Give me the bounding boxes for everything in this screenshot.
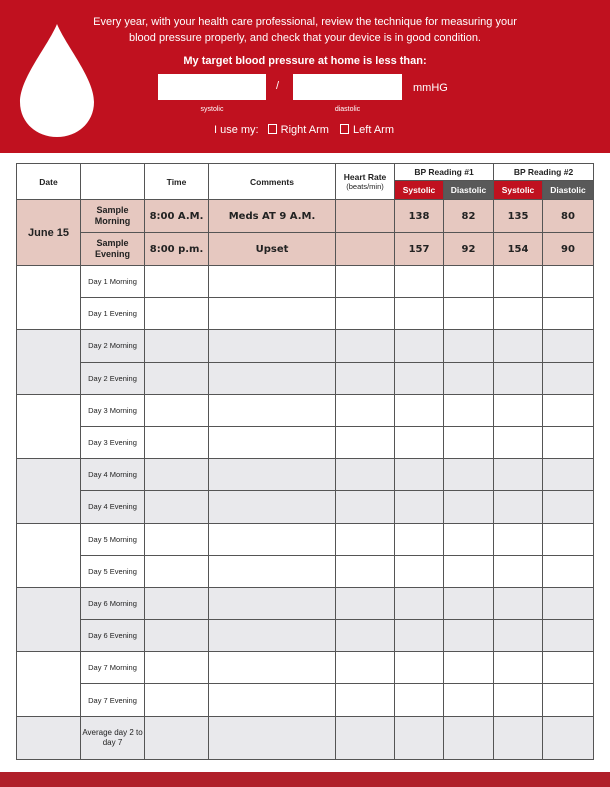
day-1-evening-bp2-systolic-cell[interactable] xyxy=(494,298,543,330)
day-5-morning-row xyxy=(17,523,594,555)
sample-morning-comment: Meds AT 9 A.M. xyxy=(209,200,336,233)
day-7-evening-time-cell[interactable] xyxy=(145,684,209,716)
day-2-evening-time-cell[interactable] xyxy=(145,362,209,394)
day-6-date-cell[interactable] xyxy=(17,587,81,651)
right-arm-label: Right Arm xyxy=(280,124,329,136)
day-3-evening-heart-rate-cell[interactable] xyxy=(336,426,395,458)
bp-reading-2-header: BP Reading #2 xyxy=(494,164,594,181)
day-6-evening-comment-cell[interactable] xyxy=(209,620,336,652)
day-5-morning-bp1-diastolic-cell[interactable] xyxy=(444,523,494,555)
sample-morning-hr xyxy=(336,200,395,233)
day-3-morning-row xyxy=(17,394,594,426)
unit-label: mmHG xyxy=(413,82,448,94)
day-7-morning-time-cell[interactable] xyxy=(145,652,209,684)
average-comment-cell[interactable] xyxy=(209,716,336,759)
day-7-morning-bp1-systolic-cell[interactable] xyxy=(395,652,444,684)
day-3-evening-bp2-diastolic-cell[interactable] xyxy=(543,426,594,458)
day-5-morning-bp2-systolic-cell[interactable] xyxy=(494,523,543,555)
day-4-evening-bp1-diastolic-cell[interactable] xyxy=(444,491,494,523)
day-5-morning-comment-cell[interactable] xyxy=(209,523,336,555)
day-7-morning-row xyxy=(17,652,594,684)
day-3-morning-comment-cell[interactable] xyxy=(209,394,336,426)
day-5-morning-bp1-systolic-cell[interactable] xyxy=(395,523,444,555)
sample-morning-row xyxy=(17,200,594,233)
average-time-cell[interactable] xyxy=(145,716,209,759)
day-4-morning-comment-cell[interactable] xyxy=(209,459,336,491)
sample-evening-hr xyxy=(336,233,395,266)
day-7-morning-heart-rate-cell[interactable] xyxy=(336,652,395,684)
intro-line-1: Every year, with your health care professional, review the technique for measuring your xyxy=(93,16,517,28)
day-1-morning-bp1-diastolic-cell[interactable] xyxy=(444,266,494,298)
day-1-evening-heart-rate-cell[interactable] xyxy=(336,298,395,330)
day-2-evening-bp2-diastolic-cell[interactable] xyxy=(543,362,594,394)
day-6-morning-comment-cell[interactable] xyxy=(209,587,336,619)
heart-rate-column-header xyxy=(336,164,395,200)
label-column-header xyxy=(81,164,145,200)
day-7-evening-bp2-diastolic-cell[interactable] xyxy=(543,684,594,716)
day-5-evening-bp1-diastolic-cell[interactable] xyxy=(444,555,494,587)
day-6-morning-time-cell[interactable] xyxy=(145,587,209,619)
day-3-morning-label: Day 3 Morning xyxy=(81,394,145,426)
day-6-morning-bp1-diastolic-cell[interactable] xyxy=(444,587,494,619)
day-5-date-cell[interactable] xyxy=(17,523,81,587)
day-2-morning-bp1-diastolic-cell[interactable] xyxy=(444,330,494,362)
day-6-evening-bp1-diastolic-cell[interactable] xyxy=(444,620,494,652)
day-2-date-cell[interactable] xyxy=(17,330,81,394)
day-2-evening-row xyxy=(17,362,594,394)
day-3-evening-bp2-systolic-cell[interactable] xyxy=(494,426,543,458)
day-1-morning-heart-rate-cell[interactable] xyxy=(336,266,395,298)
day-7-morning-bp1-diastolic-cell[interactable] xyxy=(444,652,494,684)
sample-evening-d1: 92 xyxy=(444,233,494,266)
comments-column-header: Comments xyxy=(209,164,336,200)
day-7-date-cell[interactable] xyxy=(17,652,81,716)
date-column-header: Date xyxy=(17,164,81,200)
day-1-evening-label: Day 1 Evening xyxy=(81,298,145,330)
day-4-evening-heart-rate-cell[interactable] xyxy=(336,491,395,523)
sample-evening-comment: Upset xyxy=(209,233,336,266)
day-2-morning-time-cell[interactable] xyxy=(145,330,209,362)
day-6-evening-row xyxy=(17,620,594,652)
day-1-morning-comment-cell[interactable] xyxy=(209,266,336,298)
day-4-evening-bp2-diastolic-cell[interactable] xyxy=(543,491,594,523)
day-3-evening-bp1-systolic-cell[interactable] xyxy=(395,426,444,458)
day-2-evening-heart-rate-cell[interactable] xyxy=(336,362,395,394)
day-6-morning-bp1-systolic-cell[interactable] xyxy=(395,587,444,619)
day-1-morning-bp2-diastolic-cell[interactable] xyxy=(543,266,594,298)
day-2-morning-label: Day 2 Morning xyxy=(81,330,145,362)
sample-date: June 15 xyxy=(17,200,81,266)
day-6-evening-bp1-systolic-cell[interactable] xyxy=(395,620,444,652)
day-6-morning-bp2-systolic-cell[interactable] xyxy=(494,587,543,619)
sample-morning-d1: 82 xyxy=(444,200,494,233)
arm-prefix: I use my: xyxy=(213,124,259,136)
day-5-morning-time-cell[interactable] xyxy=(145,523,209,555)
day-4-morning-bp2-diastolic-cell[interactable] xyxy=(543,459,594,491)
day-3-morning-heart-rate-cell[interactable] xyxy=(336,394,395,426)
day-4-evening-comment-cell[interactable] xyxy=(209,491,336,523)
day-6-evening-bp2-diastolic-cell[interactable] xyxy=(543,620,594,652)
day-3-morning-bp2-systolic-cell[interactable] xyxy=(494,394,543,426)
day-3-date-cell[interactable] xyxy=(17,394,81,458)
day-1-date-cell[interactable] xyxy=(17,266,81,330)
day-6-morning-heart-rate-cell[interactable] xyxy=(336,587,395,619)
day-2-morning-bp1-systolic-cell[interactable] xyxy=(395,330,444,362)
day-5-evening-bp2-diastolic-cell[interactable] xyxy=(543,555,594,587)
day-4-morning-bp1-systolic-cell[interactable] xyxy=(395,459,444,491)
day-1-evening-bp1-systolic-cell[interactable] xyxy=(395,298,444,330)
day-1-morning-label: Day 1 Morning xyxy=(81,266,145,298)
intro-text xyxy=(80,14,530,46)
day-3-evening-row xyxy=(17,426,594,458)
day-1-evening-time-cell[interactable] xyxy=(145,298,209,330)
checkbox-icon[interactable] xyxy=(268,124,277,134)
day-3-evening-time-cell[interactable] xyxy=(145,426,209,458)
average-bp1-systolic-cell[interactable] xyxy=(395,716,444,759)
day-6-evening-bp2-systolic-cell[interactable] xyxy=(494,620,543,652)
average-row xyxy=(17,716,594,759)
target-label: My target blood pressure at home is less than: xyxy=(183,55,427,67)
day-5-evening-heart-rate-cell[interactable] xyxy=(336,555,395,587)
day-5-morning-heart-rate-cell[interactable] xyxy=(336,523,395,555)
heart-rate-unit: (beats/min) xyxy=(346,182,384,191)
checkbox-icon[interactable] xyxy=(340,124,349,134)
day-7-morning-comment-cell[interactable] xyxy=(209,652,336,684)
day-3-evening-label: Day 3 Evening xyxy=(81,426,145,458)
sample-morning-s2: 135 xyxy=(494,200,543,233)
average-bp2-systolic-cell[interactable] xyxy=(494,716,543,759)
day-1-evening-comment-cell[interactable] xyxy=(209,298,336,330)
diastolic-field-label: diastolic xyxy=(334,106,361,113)
day-2-morning-bp2-diastolic-cell[interactable] xyxy=(543,330,594,362)
average-bp1-diastolic-cell[interactable] xyxy=(444,716,494,759)
day-1-morning-bp1-systolic-cell[interactable] xyxy=(395,266,444,298)
day-6-morning-row xyxy=(17,587,594,619)
footer-bar xyxy=(0,772,610,787)
day-6-morning-label: Day 6 Morning xyxy=(81,587,145,619)
day-7-evening-bp2-systolic-cell[interactable] xyxy=(494,684,543,716)
day-4-evening-time-cell[interactable] xyxy=(145,491,209,523)
bp1-diastolic-header: Diastolic xyxy=(444,181,494,200)
day-7-evening-heart-rate-cell[interactable] xyxy=(336,684,395,716)
day-3-morning-bp1-diastolic-cell[interactable] xyxy=(444,394,494,426)
bp2-diastolic-header: Diastolic xyxy=(543,181,594,200)
average-date-cell xyxy=(17,716,81,759)
day-2-morning-comment-cell[interactable] xyxy=(209,330,336,362)
sample-evening-time: 8:00 p.m. xyxy=(145,233,209,266)
day-2-evening-label: Day 2 Evening xyxy=(81,362,145,394)
systolic-target-field[interactable] xyxy=(158,74,266,100)
day-6-morning-bp2-diastolic-cell[interactable] xyxy=(543,587,594,619)
sample-evening-s1: 157 xyxy=(395,233,444,266)
average-label: Average day 2 to day 7 xyxy=(81,716,145,759)
day-2-morning-heart-rate-cell[interactable] xyxy=(336,330,395,362)
day-6-evening-time-cell[interactable] xyxy=(145,620,209,652)
day-7-evening-bp1-systolic-cell[interactable] xyxy=(395,684,444,716)
day-4-evening-label: Day 4 Evening xyxy=(81,491,145,523)
sample-morning-time: 8:00 A.M. xyxy=(145,200,209,233)
day-7-evening-label: Day 7 Evening xyxy=(81,684,145,716)
bp2-systolic-header: Systolic xyxy=(494,181,543,200)
left-arm-option[interactable] xyxy=(338,124,396,136)
day-2-morning-bp2-systolic-cell[interactable] xyxy=(494,330,543,362)
day-1-morning-bp2-systolic-cell[interactable] xyxy=(494,266,543,298)
day-3-morning-time-cell[interactable] xyxy=(145,394,209,426)
day-2-morning-row xyxy=(17,330,594,362)
sample-evening-s2: 154 xyxy=(494,233,543,266)
day-5-evening-time-cell[interactable] xyxy=(145,555,209,587)
average-heart-rate-cell[interactable] xyxy=(336,716,395,759)
left-arm-label: Left Arm xyxy=(353,124,394,136)
day-3-morning-bp1-systolic-cell[interactable] xyxy=(395,394,444,426)
day-3-evening-bp1-diastolic-cell[interactable] xyxy=(444,426,494,458)
day-2-evening-comment-cell[interactable] xyxy=(209,362,336,394)
header-banner xyxy=(0,0,610,153)
day-1-evening-row xyxy=(17,298,594,330)
day-5-evening-bp1-systolic-cell[interactable] xyxy=(395,555,444,587)
day-5-evening-bp2-systolic-cell[interactable] xyxy=(494,555,543,587)
sample-evening-label: Sample Evening xyxy=(81,233,145,266)
day-6-evening-label: Day 6 Evening xyxy=(81,620,145,652)
day-2-evening-bp1-diastolic-cell[interactable] xyxy=(444,362,494,394)
heart-rate-label: Heart Rate xyxy=(343,172,387,182)
day-4-morning-bp2-systolic-cell[interactable] xyxy=(494,459,543,491)
day-7-evening-bp1-diastolic-cell[interactable] xyxy=(444,684,494,716)
day-4-morning-label: Day 4 Morning xyxy=(81,459,145,491)
day-4-evening-bp1-systolic-cell[interactable] xyxy=(395,491,444,523)
day-3-morning-bp2-diastolic-cell[interactable] xyxy=(543,394,594,426)
day-7-morning-label: Day 7 Morning xyxy=(81,652,145,684)
day-1-evening-bp1-diastolic-cell[interactable] xyxy=(444,298,494,330)
sample-morning-d2: 80 xyxy=(543,200,594,233)
sample-evening-d2: 90 xyxy=(543,233,594,266)
day-4-morning-heart-rate-cell[interactable] xyxy=(336,459,395,491)
bp1-systolic-header: Systolic xyxy=(395,181,444,200)
day-4-evening-row xyxy=(17,491,594,523)
day-2-evening-bp1-systolic-cell[interactable] xyxy=(395,362,444,394)
intro-line-2: blood pressure properly, and check that your device is in good condition. xyxy=(128,32,481,44)
day-5-evening-comment-cell[interactable] xyxy=(209,555,336,587)
sample-morning-s1: 138 xyxy=(395,200,444,233)
day-7-morning-bp2-systolic-cell[interactable] xyxy=(494,652,543,684)
day-4-morning-bp1-diastolic-cell[interactable] xyxy=(444,459,494,491)
sample-morning-label: Sample Morning xyxy=(81,200,145,233)
arm-choice xyxy=(100,124,510,136)
day-1-evening-bp2-diastolic-cell[interactable] xyxy=(543,298,594,330)
day-7-evening-row xyxy=(17,684,594,716)
day-1-morning-time-cell[interactable] xyxy=(145,266,209,298)
blood-pressure-log-table xyxy=(16,163,594,760)
day-7-morning-bp2-diastolic-cell[interactable] xyxy=(543,652,594,684)
sample-evening-row xyxy=(17,233,594,266)
time-column-header: Time xyxy=(145,164,209,200)
day-1-morning-row xyxy=(17,266,594,298)
day-4-evening-bp2-systolic-cell[interactable] xyxy=(494,491,543,523)
slash-separator: / xyxy=(276,80,280,92)
day-3-evening-comment-cell[interactable] xyxy=(209,426,336,458)
day-5-morning-label: Day 5 Morning xyxy=(81,523,145,555)
right-arm-option[interactable] xyxy=(266,124,331,136)
day-4-morning-row xyxy=(17,459,594,491)
day-2-evening-bp2-systolic-cell[interactable] xyxy=(494,362,543,394)
day-4-date-cell[interactable] xyxy=(17,459,81,523)
day-5-morning-bp2-diastolic-cell[interactable] xyxy=(543,523,594,555)
diastolic-target-field[interactable] xyxy=(293,74,402,100)
day-5-evening-row xyxy=(17,555,594,587)
day-7-evening-comment-cell[interactable] xyxy=(209,684,336,716)
systolic-field-label: systolic xyxy=(200,106,224,113)
day-5-evening-label: Day 5 Evening xyxy=(81,555,145,587)
average-bp2-diastolic-cell[interactable] xyxy=(543,716,594,759)
bp-reading-1-header: BP Reading #1 xyxy=(395,164,494,181)
day-4-morning-time-cell[interactable] xyxy=(145,459,209,491)
day-6-evening-heart-rate-cell[interactable] xyxy=(336,620,395,652)
